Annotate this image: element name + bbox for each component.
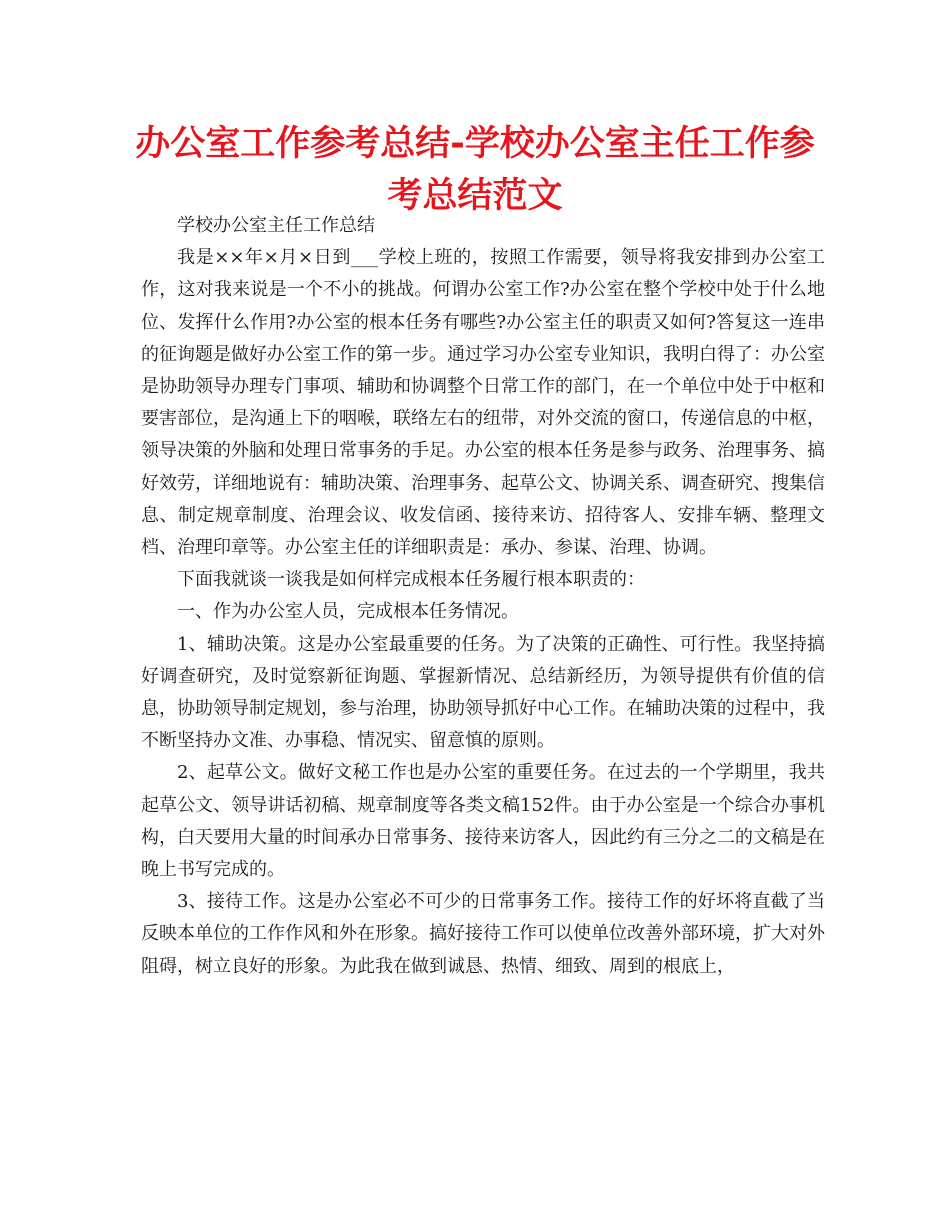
document-body (141, 210, 825, 983)
item-paragraph-3: 3、接待工作。这是办公室必不可少的日常事务工作。接待工作的好坏将直截了当反映本单位的工作作风和外在形象。搞好接待工作可以使单位改善外部环境，扩大对外阻碍，树立良好的形象。为此我在做到诚恳、热情、细致、周到的根底上， (141, 891, 825, 977)
subtitle-paragraph: 学校办公室主任工作总结 (177, 215, 375, 236)
intro-paragraph: 我是××年×月×日到___学校上班的，按照工作需要，领导将我安排到办公室工作，这对我来说是一个不小的挑战。何谓办公室工作?办公室在整个学校中处于什么地位、发挥什么作用?办公室的根本任务有哪些?办公室主任的职责又如何?答复这一连串的征询题是做好办公室工作的第一步。通过学习办公室专业知识，我明白得了：办公室是协助领导办理专门事项、辅助和协调整个日常工作的部门，在一个单位中处于中枢和要害部位，是沟通上下的咽喉，联络左右的纽带，对外交流的窗口，传递信息的中枢，领导决策的外脑和处理日常事务的手足。办公室的根本任务是参与政务、治理事务、搞好效劳，详细地说有：辅助决策、治理事务、起草公文、协调关系、调查研究、搜集信息、制定规章制度、治理会议、收发信函、接待来访、招待客人、安排车辆、整理文档、治理印章等。办公室主任的详细职责是：承办、参谋、治理、协调。 (141, 247, 825, 559)
section-heading-1: 一、作为办公室人员，完成根本任务情况。 (177, 601, 519, 623)
transition-paragraph: 下面我就谈一谈我是如何样完成根本任务履行根本职责的： (177, 569, 645, 591)
item-paragraph-1: 1、辅助决策。这是办公室最重要的任务。为了决策的正确性、可行性。我坚持搞好调查研究，及时觉察新征询题、掌握新情况、总结新经历，为领导提供有价值的信息，协助领导制定规划，参与治理，协助领导抓好中心工作。在辅助决策的过程中，我不断坚持办文准、办事稳、情况实、留意慎的原则。 (141, 633, 825, 752)
item-paragraph-2: 2、起草公文。做好文秘工作也是办公室的重要任务。在过去的一个学期里，我共起草公文、领导讲话初稿、规章制度等各类文稿152件。由于办公室是一个综合办事机构，白天要用大量的时间承办日常事务、接待来访客人，因此约有三分之二的文稿是在晚上书写完成的。 (141, 762, 825, 881)
document-title: 办公室工作参考总结-学校办公室主任工作参考总结范文 (135, 124, 815, 216)
